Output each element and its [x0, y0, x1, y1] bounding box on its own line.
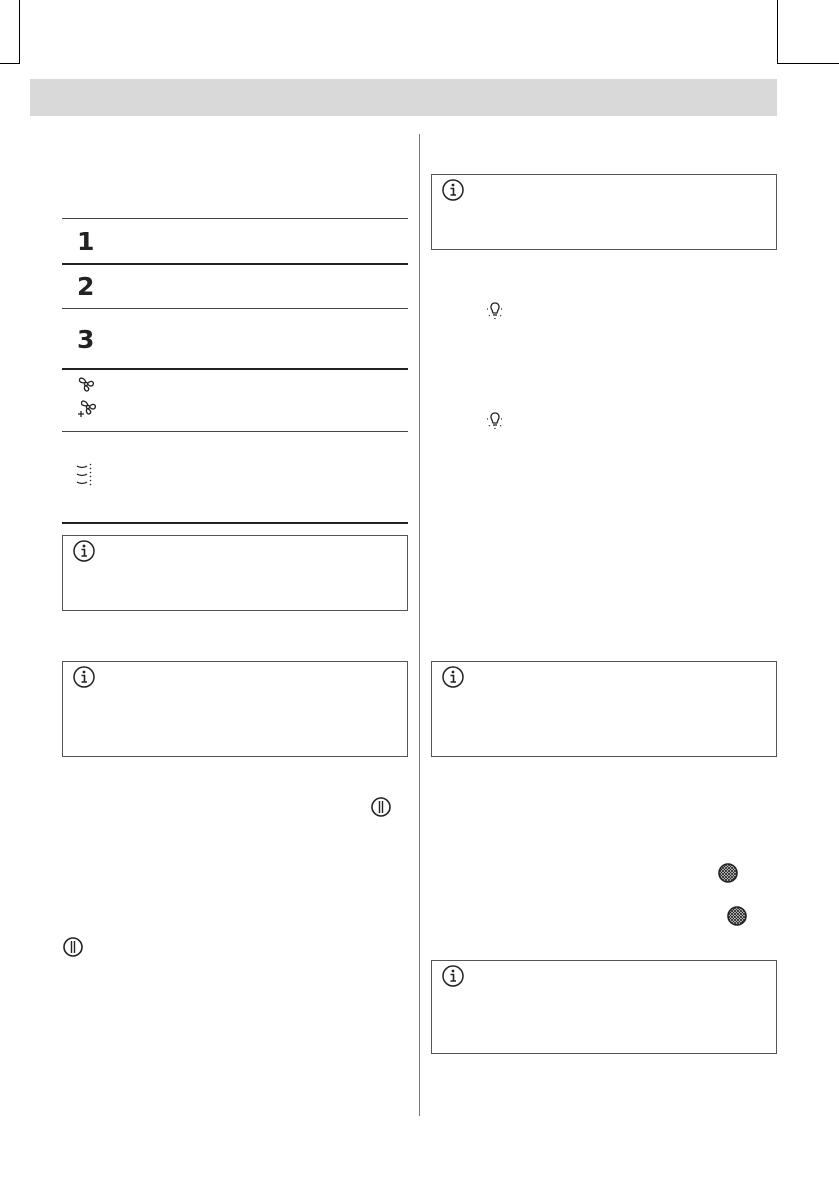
speed-level-2: 2 [77, 272, 95, 301]
info-note-box [431, 174, 777, 250]
power-icon [62, 936, 84, 958]
info-icon [73, 540, 95, 562]
crop-mark [0, 63, 20, 64]
bulb-icon [484, 410, 506, 432]
table-rule [62, 308, 408, 309]
speed-level-3: 3 [77, 325, 95, 354]
table-rule [62, 218, 408, 219]
table-rule [62, 522, 408, 524]
info-icon [442, 965, 464, 987]
fan-boost-icon [76, 398, 98, 418]
bulb-icon [484, 300, 506, 322]
power-icon [370, 796, 392, 818]
info-note-box [431, 960, 777, 1054]
info-note-box [431, 661, 777, 757]
filter-grid-icon [717, 862, 739, 884]
column-divider [419, 134, 420, 1116]
info-icon [442, 179, 464, 201]
table-rule [62, 431, 408, 432]
filter-grid-icon [726, 905, 748, 927]
crop-mark [19, 0, 20, 64]
info-note-box [62, 661, 408, 757]
info-note-box [62, 535, 408, 611]
table-rule [62, 263, 408, 265]
info-icon [442, 666, 464, 688]
speed-level-1: 1 [77, 227, 95, 256]
steam-breeze-icon [75, 462, 97, 488]
crop-mark [777, 63, 839, 64]
section-header-bar [30, 79, 777, 116]
crop-mark [777, 0, 778, 64]
fan-icon [76, 375, 96, 393]
table-rule [62, 368, 408, 370]
info-icon [73, 666, 95, 688]
